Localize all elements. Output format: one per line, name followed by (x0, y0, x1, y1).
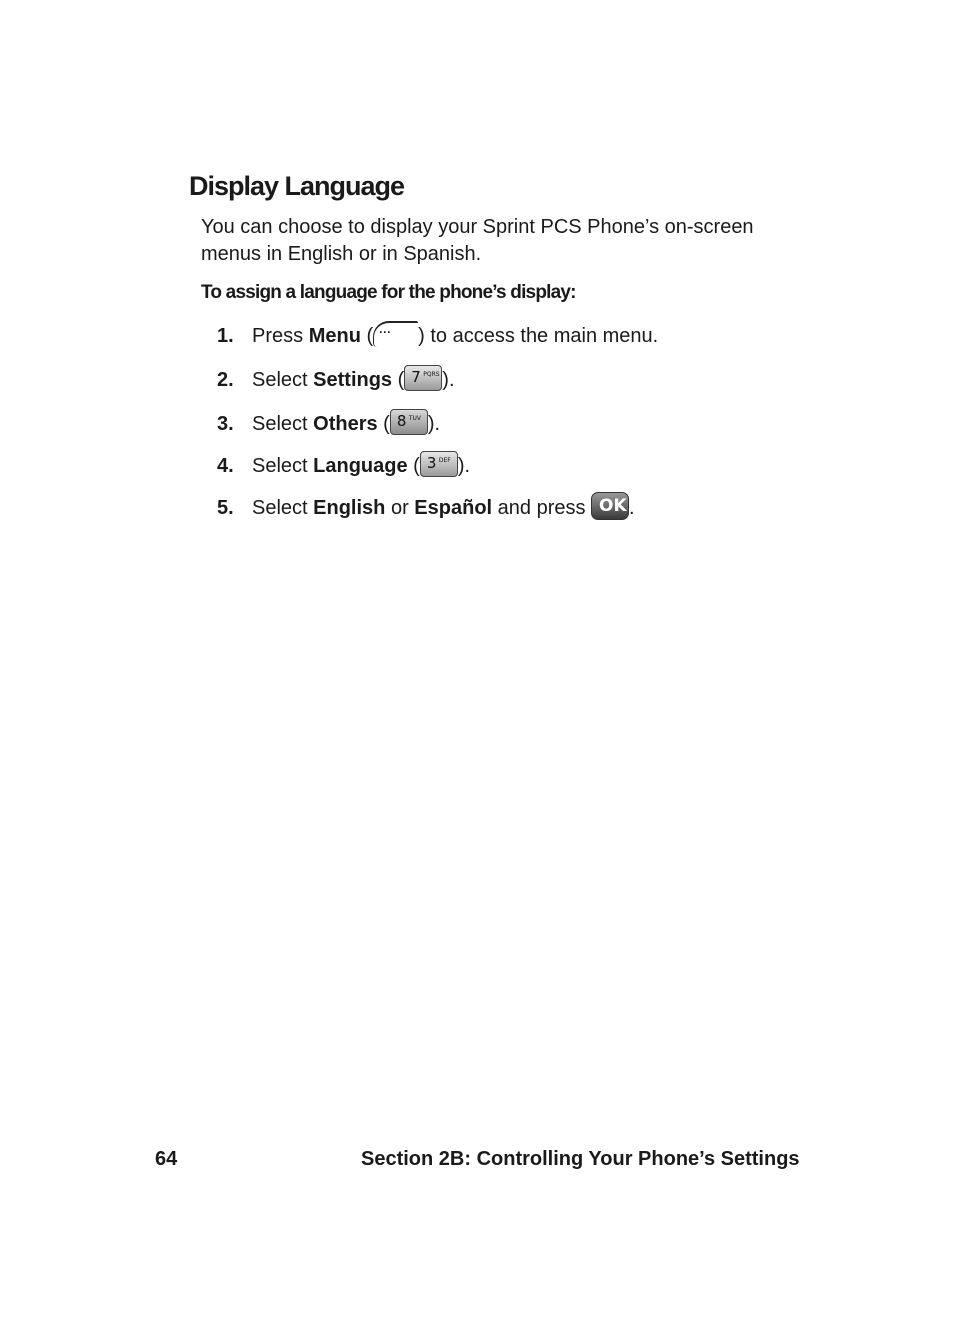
language-label: Language (313, 455, 408, 477)
step-number: 2. (217, 369, 234, 391)
page-number: 64 (155, 1148, 178, 1170)
step-number: 4. (217, 455, 234, 477)
step-4: 4. Select Language ( 3 DEF ). (217, 450, 470, 482)
page-title: Display Language (189, 171, 405, 201)
menu-label: Menu (308, 325, 361, 347)
step-2: 2. Select Settings ( 7 PQRS ). (217, 364, 455, 396)
english-label: English (313, 497, 386, 519)
menu-key-icon: ··· (373, 321, 418, 347)
key-3-icon: 3 DEF (420, 451, 458, 477)
others-label: Others (313, 413, 378, 435)
key-8-icon: 8 TUV (390, 409, 428, 435)
step-number: 3. (217, 413, 234, 435)
step-1: 1. Press Menu ( ··· ) to access the main menu. (217, 320, 658, 352)
key-7-icon: 7 PQRS (404, 365, 442, 391)
procedure-heading: To assign a language for the phone’s display: (201, 282, 576, 303)
step-5: 5. Select English or Español and press OK . (217, 492, 635, 524)
intro-paragraph: You can choose to display your Sprint PCS Phone’s on-screen menus in English or in Spanish. (201, 216, 754, 265)
step-number: 5. (217, 497, 234, 519)
step-number: 1. (217, 325, 234, 347)
step-3: 3. Select Others ( 8 TUV ). (217, 408, 440, 440)
settings-label: Settings (313, 369, 393, 391)
section-title: Section 2B: Controlling Your Phone’s Settings (361, 1148, 800, 1170)
espanol-label: Español (414, 497, 493, 519)
ok-key-icon: OK (591, 492, 629, 520)
